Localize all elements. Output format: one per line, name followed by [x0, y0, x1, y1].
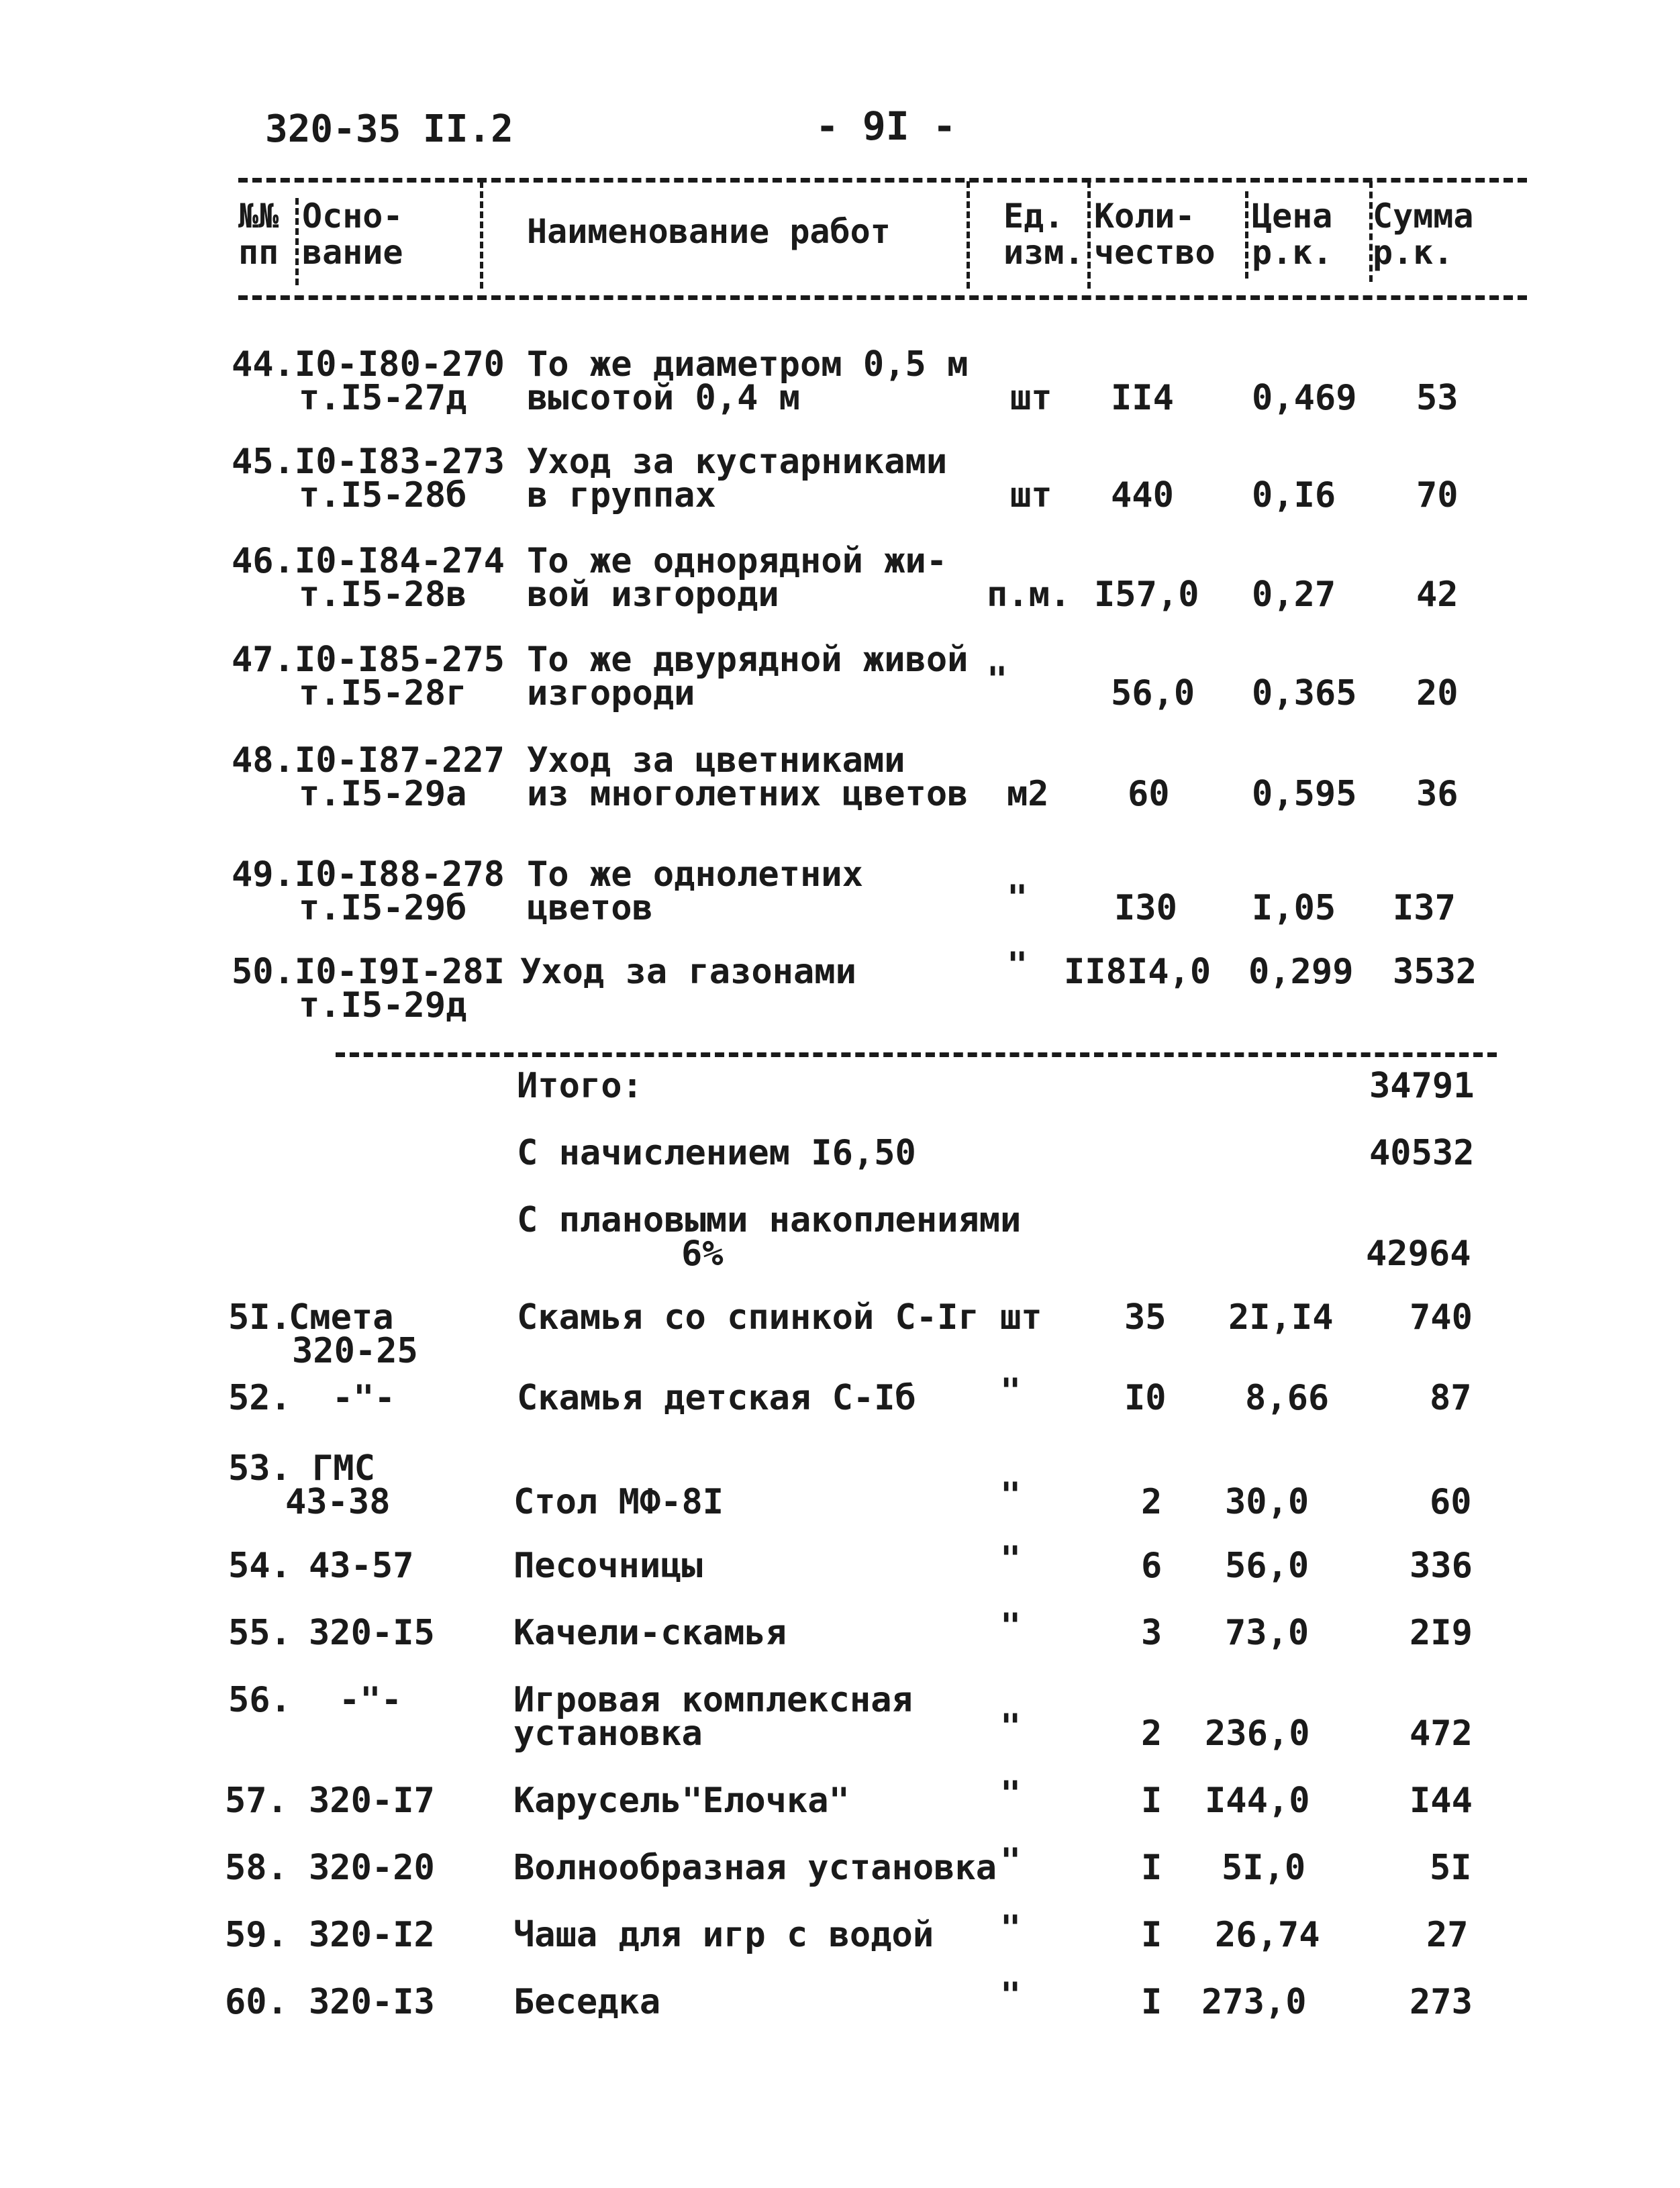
row-num: 53.: [228, 1448, 291, 1489]
row-unit: ": [1000, 1707, 1022, 1747]
row-name: Уход за кустарниками: [527, 442, 948, 482]
row-num: 58.: [225, 1848, 288, 1888]
row-unit: ": [987, 660, 1008, 700]
row-name: Качели-скамья: [513, 1613, 787, 1653]
row-name: Песочницы: [513, 1546, 703, 1586]
row-qty: I: [1141, 1915, 1163, 1955]
header-num: №№ пп: [238, 197, 279, 272]
row-num-basis: 46.I0-I84-274: [232, 541, 505, 581]
totals-rule: [336, 1052, 1497, 1057]
row-unit: ": [1000, 1606, 1022, 1646]
itogo-value: 34791: [1369, 1066, 1475, 1106]
row-name: То же однорядной жи-: [527, 541, 948, 581]
row-num-basis: 45.I0-I83-273: [232, 442, 505, 482]
row-qty: 56,0: [1111, 673, 1195, 713]
row-name: Уход за цветниками: [527, 740, 905, 781]
row-price: 236,0: [1205, 1713, 1310, 1754]
row-qty: 35: [1124, 1297, 1167, 1338]
header-col-divider: [967, 181, 970, 289]
header-col-divider: [295, 198, 299, 285]
row-qty: 6: [1141, 1546, 1163, 1586]
row-basis-ref: т.I5-29д: [299, 985, 467, 1026]
row-price: 73,0: [1225, 1613, 1310, 1653]
row-unit: ": [1000, 1475, 1022, 1515]
row-basis: ГМС: [312, 1448, 375, 1489]
row-unit: ": [1000, 1975, 1022, 2016]
row-basis: Смета: [289, 1297, 394, 1338]
row-qty: 3: [1141, 1613, 1163, 1653]
row-name-cont: из многолетних цветов: [527, 774, 969, 814]
row-price: 0,27: [1252, 575, 1336, 615]
row-price: 5I,0: [1222, 1848, 1306, 1888]
row-num: 54.: [228, 1546, 291, 1586]
row-sum: 42: [1416, 575, 1459, 615]
row-name-cont: изгороди: [527, 673, 695, 713]
header-bottom-rule: [238, 295, 1527, 300]
row-unit: шт: [1010, 378, 1052, 418]
row-basis-ref: т.I5-29а: [299, 774, 467, 814]
row-qty: I: [1141, 1982, 1163, 2022]
row-name: То же однолетних: [527, 854, 863, 895]
row-sum: 70: [1416, 475, 1459, 515]
row-price: 0,299: [1248, 952, 1354, 992]
nachisl-label: С начислением I6,50: [517, 1133, 916, 1173]
row-num-basis: 49.I0-I88-278: [232, 854, 505, 895]
header-name: Наименование работ: [527, 212, 891, 251]
row-price: 8,66: [1245, 1378, 1330, 1418]
row-num: 5I.: [228, 1297, 291, 1338]
plan-value: 42964: [1366, 1234, 1471, 1274]
row-basis: 43-57: [309, 1546, 414, 1586]
row-qty: I57,0: [1094, 575, 1199, 615]
doc-code: 320-35: [265, 107, 401, 151]
plan-pct: 6%: [681, 1234, 724, 1274]
row-unit: ": [1000, 1539, 1022, 1579]
row-name: Уход за газонами: [520, 952, 856, 992]
row-sum: 273: [1410, 1982, 1473, 2022]
row-qty: 60: [1128, 774, 1170, 814]
nachisl-value: 40532: [1369, 1133, 1475, 1173]
row-unit: ": [1007, 945, 1028, 985]
row-sum: 27: [1426, 1915, 1469, 1955]
row-basis: -"-: [339, 1680, 402, 1720]
row-num: 60.: [225, 1982, 288, 2022]
header-col-divider: [1087, 181, 1091, 289]
row-unit: ": [1000, 1371, 1022, 1411]
plan-label: С плановыми накоплениями: [517, 1200, 1022, 1240]
row-num-basis: 47.I0-I85-275: [232, 640, 505, 680]
row-qty: II8I4,0: [1064, 952, 1212, 992]
row-unit: ": [1000, 1908, 1022, 1948]
row-price: 0,469: [1252, 378, 1357, 418]
doc-section: II.2: [423, 107, 513, 151]
row-unit: ": [1007, 878, 1028, 918]
row-unit: п.м.: [987, 575, 1071, 615]
row-price: 56,0: [1225, 1546, 1310, 1586]
row-name: Волнообразная установка: [513, 1848, 997, 1888]
row-qty: I: [1141, 1848, 1163, 1888]
row-sum: 472: [1410, 1713, 1473, 1754]
header-sum: Сумма р.к.: [1373, 197, 1474, 272]
row-basis-ref: т.I5-28г: [299, 673, 467, 713]
row-basis-ref: 320-25: [292, 1331, 418, 1371]
row-price: 273,0: [1201, 1982, 1307, 2022]
row-basis: 320-I7: [309, 1781, 435, 1821]
row-sum: I37: [1393, 888, 1456, 928]
row-qty: II4: [1111, 378, 1174, 418]
row-qty: 2: [1141, 1713, 1163, 1754]
row-basis: 320-20: [309, 1848, 435, 1888]
row-unit: ": [1000, 1841, 1022, 1881]
row-unit: ": [1000, 1774, 1022, 1814]
row-num: 56.: [228, 1680, 291, 1720]
row-basis-ref: т.I5-28в: [299, 575, 467, 615]
row-sum: 20: [1416, 673, 1459, 713]
row-qty: I0: [1124, 1378, 1167, 1418]
row-num: 55.: [228, 1613, 291, 1653]
row-name-cont: цветов: [527, 888, 653, 928]
row-num-basis: 44.I0-I80-270: [232, 344, 505, 385]
header-price: Цена р.к.: [1252, 197, 1333, 272]
row-name-cont: вой изгороди: [527, 575, 779, 615]
row-name-cont: в группах: [527, 475, 716, 515]
header-qty: Коли- чество: [1094, 197, 1216, 272]
header-unit: Ед. изм.: [1003, 197, 1085, 272]
row-name: То же двурядной живой: [527, 640, 969, 680]
row-unit: шт: [1010, 475, 1052, 515]
row-price: I,05: [1252, 888, 1336, 928]
row-name: То же диаметром 0,5 м: [527, 344, 969, 385]
row-name: Игровая комплексная: [513, 1680, 913, 1720]
row-price: 0,365: [1252, 673, 1357, 713]
row-price: 0,595: [1252, 774, 1357, 814]
row-name: Скамья детская С-Iб: [517, 1378, 916, 1418]
row-basis-ref: т.I5-29б: [299, 888, 467, 928]
row-name: Чаша для игр с водой: [513, 1915, 934, 1955]
row-qty: 2: [1141, 1482, 1163, 1522]
row-num: 57.: [225, 1781, 288, 1821]
row-sum: 87: [1430, 1378, 1472, 1418]
page-number: - 9I -: [816, 103, 956, 149]
row-name-cont: установка: [513, 1713, 703, 1754]
itogo-label: Итого:: [517, 1066, 643, 1106]
row-sum: 740: [1410, 1297, 1473, 1338]
row-basis: 320-I2: [309, 1915, 435, 1955]
row-basis: 320-I3: [309, 1982, 435, 2022]
row-price: I44,0: [1205, 1781, 1310, 1821]
header-basis: Осно- вание: [302, 197, 403, 272]
row-basis-ref: 43-38: [285, 1482, 391, 1522]
row-sum: 60: [1430, 1482, 1472, 1522]
row-num-basis: 50.I0-I9I-28I: [232, 952, 505, 992]
row-name-cont: высотой 0,4 м: [527, 378, 800, 418]
row-sum: 36: [1416, 774, 1459, 814]
row-sum: 5I: [1430, 1848, 1472, 1888]
row-sum: 3532: [1393, 952, 1477, 992]
row-qty: 440: [1111, 475, 1174, 515]
row-sum: I44: [1410, 1781, 1473, 1821]
row-unit: шт: [1000, 1297, 1042, 1338]
header-col-divider: [480, 181, 483, 289]
row-basis: -"-: [332, 1378, 395, 1418]
header-col-divider: [1245, 191, 1248, 279]
row-qty: I30: [1114, 888, 1177, 928]
row-basis: 320-I5: [309, 1613, 435, 1653]
row-sum: 53: [1416, 378, 1459, 418]
row-num: 59.: [225, 1915, 288, 1955]
row-sum: 2I9: [1410, 1613, 1473, 1653]
header-top-rule: [238, 178, 1527, 183]
row-name: Скамья со спинкой С-Iг: [517, 1297, 979, 1338]
row-price: 30,0: [1225, 1482, 1310, 1522]
row-qty: I: [1141, 1781, 1163, 1821]
row-price: 2I,I4: [1228, 1297, 1334, 1338]
row-name: Беседка: [513, 1982, 661, 2022]
row-num-basis: 48.I0-I87-227: [232, 740, 505, 781]
row-num: 52.: [228, 1378, 291, 1418]
row-unit: м2: [1007, 774, 1049, 814]
row-name: Карусель"Елочка": [513, 1781, 850, 1821]
row-price: 0,I6: [1252, 475, 1336, 515]
row-price: 26,74: [1215, 1915, 1320, 1955]
row-sum: 336: [1410, 1546, 1473, 1586]
row-name: Стол МФ-8I: [513, 1482, 724, 1522]
row-basis-ref: т.I5-27д: [299, 378, 467, 418]
row-basis-ref: т.I5-28б: [299, 475, 467, 515]
